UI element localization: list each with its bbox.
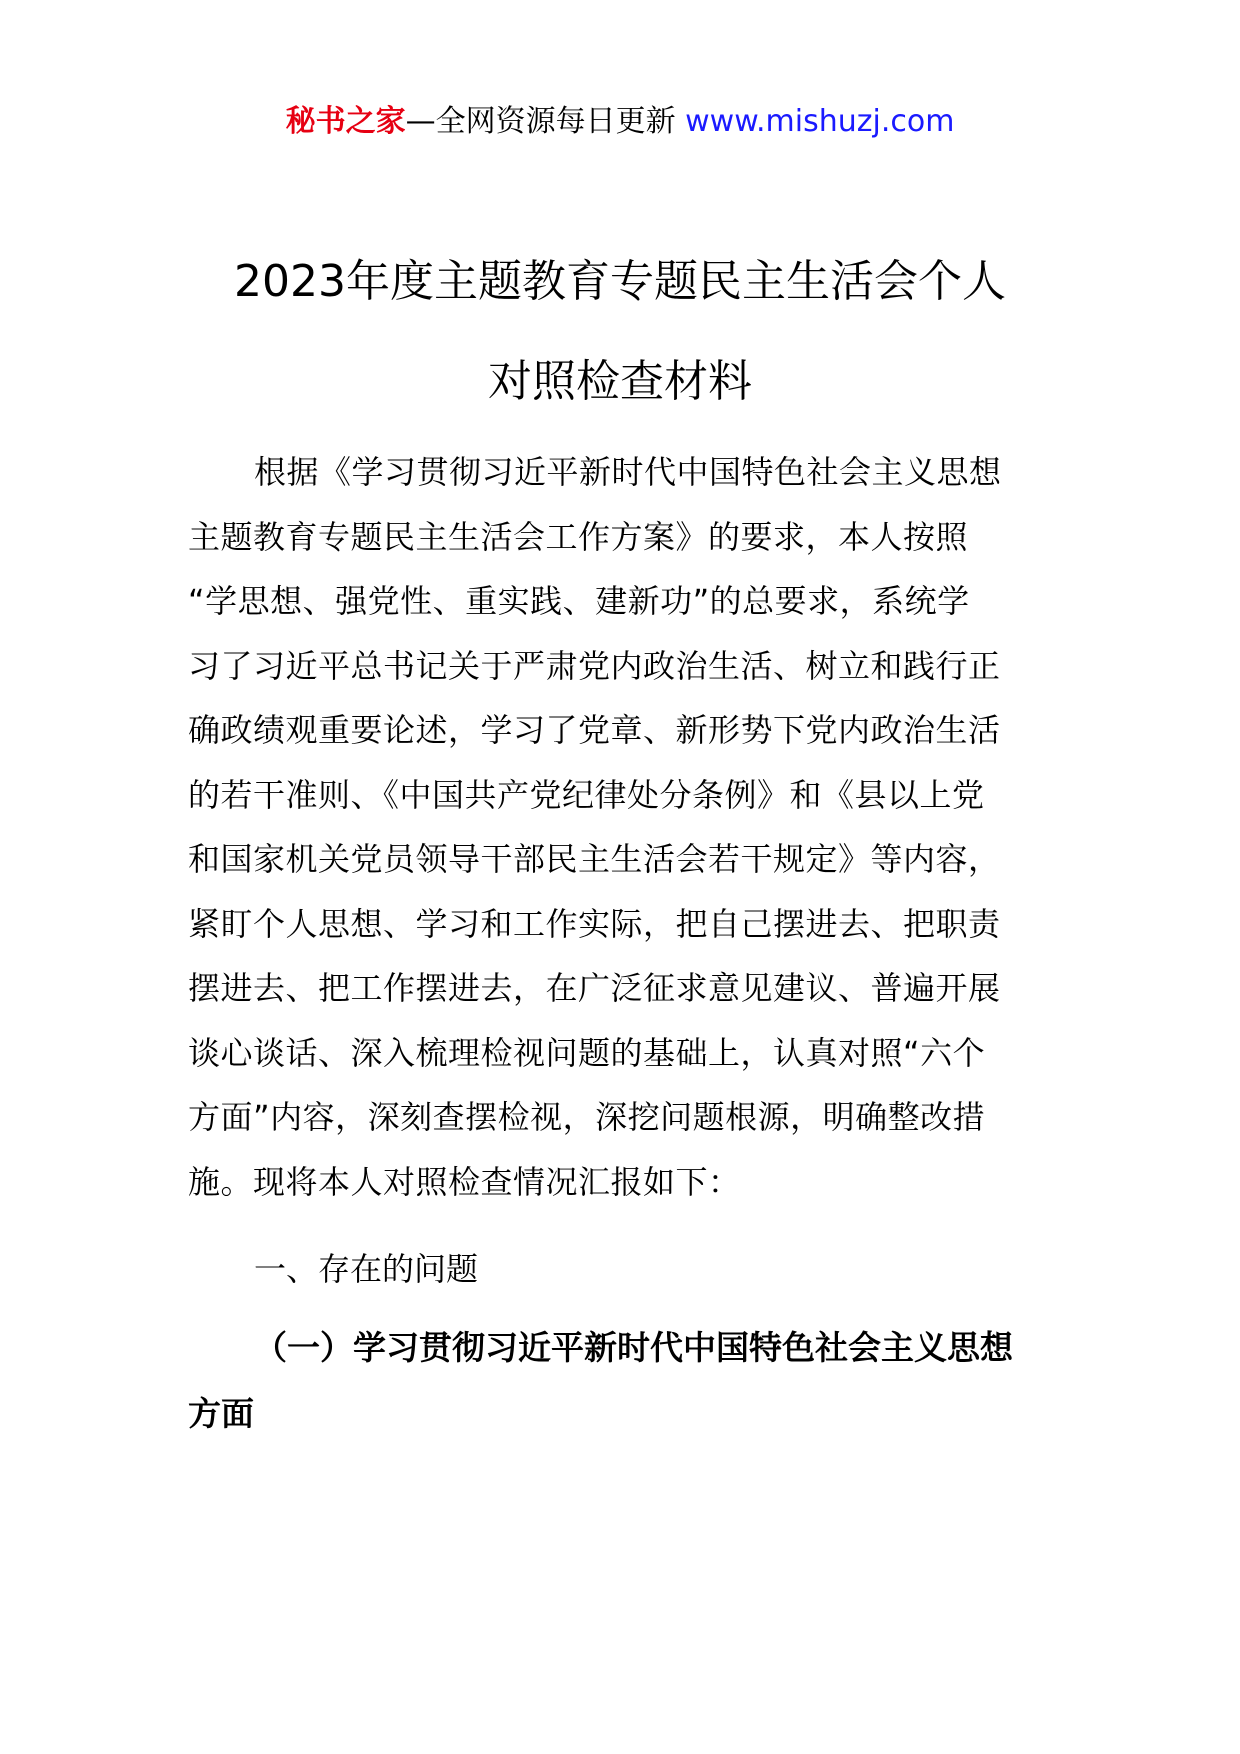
header-tagline: —全网资源每日更新: [405, 104, 676, 139]
paragraph-line: 施。现将本人对照检查情况汇报如下：: [188, 1162, 741, 1201]
paragraph-line: 根据《学习贯彻习近平新时代中国特色社会主义思想: [254, 453, 1002, 491]
paragraph-line: 方面”内容，深刻查摆检视，深挖问题根源，明确整改措: [188, 1098, 986, 1136]
subsection-heading-line-2: 方面: [188, 1394, 254, 1433]
site-header: [0, 100, 1240, 144]
paragraph-line: 习了习近平总书记关于严肃党内政治生活、树立和践行正: [188, 646, 1001, 685]
paragraph-line: 谈心谈话、深入梳理检视问题的基础上，认真对照“六个: [188, 1033, 986, 1072]
brand-name: 秘书之家: [285, 104, 406, 139]
document-title-line-1: 2023年度主题教育专题民主生活会个人: [234, 256, 1006, 307]
site-url-link[interactable]: www.mishuzj.com: [685, 104, 955, 139]
subsection-heading-line-1: （一）学习贯彻习近平新时代中国特色社会主义思想: [254, 1328, 1013, 1367]
paragraph-line: 和国家机关党员领导干部民主生活会若干规定》等内容，: [188, 840, 1001, 878]
document-title-line-2: 对照检查材料: [488, 356, 752, 407]
subsection-heading: [188, 1315, 1053, 1447]
paragraph-line: “学思想、强党性、重实践、建新功”的总要求，系统学: [188, 582, 970, 620]
intro-paragraph: [188, 440, 1053, 1214]
paragraph-line: 紧盯个人思想、学习和工作实际，把自己摆进去、把职责: [188, 904, 1001, 943]
section-heading: 一、存在的问题: [254, 1250, 479, 1288]
paragraph-line: 的若干准则、《中国共产党纪律处分条例》和《县以上党: [188, 775, 985, 814]
paragraph-line: 确政绩观重要论述，学习了党章、新形势下党内政治生活: [188, 711, 1001, 749]
paragraph-line: 摆进去、把工作摆进去，在广泛征求意见建议、普遍开展: [188, 969, 1001, 1007]
paragraph-line: 主题教育专题民主生活会工作方案》的要求，本人按照: [188, 517, 969, 556]
